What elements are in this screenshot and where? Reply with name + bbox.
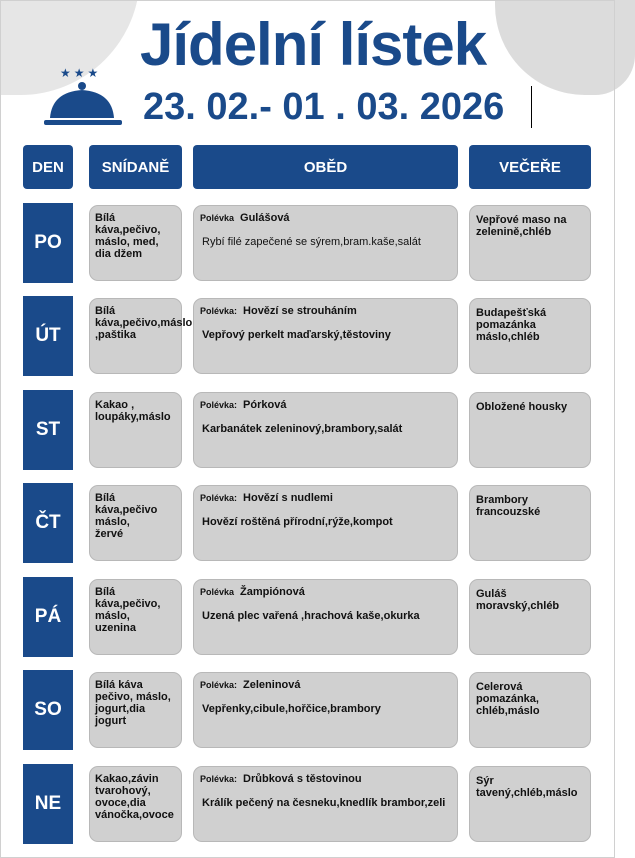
soup-name: Hovězí s nudlemi (243, 492, 333, 504)
breakfast-text (95, 212, 178, 260)
day-label: NE (23, 764, 73, 844)
dinner-line: Sýr (476, 775, 494, 787)
dinner-cell (469, 298, 591, 374)
soup-label: Polévka: (200, 306, 238, 316)
breakfast-line: Bílá káva (95, 679, 143, 691)
breakfast-line: Bílá (95, 492, 116, 504)
soup-name: Pórková (243, 399, 287, 411)
dinner-line: chléb,máslo (476, 705, 540, 717)
dinner-line: máslo,chléb (476, 331, 540, 343)
day-label: ST (23, 390, 73, 470)
soup-name: Zeleninová (243, 679, 301, 691)
soup-line (200, 586, 305, 598)
breakfast-text (95, 586, 178, 634)
breakfast-line: káva,pečivo, (95, 598, 161, 610)
breakfast-line: máslo, med, (95, 236, 159, 248)
lunch-cell (193, 579, 458, 655)
main-dish: Vepřenky,cibule,hořčice,brambory (202, 703, 381, 715)
dinner-line: Obložené housky (476, 401, 568, 413)
breakfast-line: vánočka,ovoce (95, 809, 174, 821)
dinner-line: pomazánka, (476, 693, 539, 705)
soup-line (200, 679, 301, 691)
dinner-cell (469, 392, 591, 468)
dinner-text (476, 681, 587, 717)
header-lunch: OBĚD (193, 145, 458, 189)
breakfast-line: uzenina (95, 622, 136, 634)
dinner-cell (469, 672, 591, 748)
day-label: PÁ (23, 577, 73, 657)
header-dinner: VEČEŘE (469, 145, 591, 189)
dinner-line: tavený,chléb,máslo (476, 787, 578, 799)
breakfast-line: káva,pečivo,máslo (95, 317, 193, 329)
breakfast-text (95, 492, 178, 540)
dinner-text (476, 588, 587, 612)
breakfast-cell (89, 205, 182, 281)
breakfast-line: Bílá (95, 586, 116, 598)
lunch-cell (193, 485, 458, 561)
soup-name: Gulášová (240, 212, 290, 224)
date-range: 23. 02.- 01 . 03. 2026 (143, 86, 505, 128)
soup-label: Polévka (200, 213, 235, 223)
breakfast-line: Kakao , (95, 399, 135, 411)
breakfast-cell (89, 485, 182, 561)
breakfast-cell (89, 392, 182, 468)
breakfast-line: máslo, (95, 516, 130, 528)
breakfast-line: Bílá (95, 212, 116, 224)
lunch-cell (193, 298, 458, 374)
stars-icon: ★★★ (60, 66, 102, 80)
breakfast-line: Bílá (95, 305, 116, 317)
header-breakfast: SNÍDANĚ (89, 145, 182, 189)
soup-name: Hovězí se strouháním (243, 305, 357, 317)
cloche-icon (44, 80, 124, 130)
dinner-text (476, 214, 587, 238)
dinner-line: Vepřové maso na (476, 214, 567, 226)
dinner-line: pomazánka (476, 319, 536, 331)
breakfast-line: jogurt (95, 715, 127, 727)
main-dish: Králík pečený na česneku,knedlík brambor,zeli (202, 797, 446, 809)
dinner-cell (469, 579, 591, 655)
breakfast-cell (89, 579, 182, 655)
soup-name: Drůbková s těstovinou (243, 773, 362, 785)
breakfast-cell (89, 766, 182, 842)
soup-line (200, 212, 290, 224)
main-dish: Karbanátek zeleninový,brambory,salát (202, 423, 403, 435)
main-dish: Rybí filé zapečené se sýrem,bram.kaše,salát (202, 236, 421, 248)
lunch-cell (193, 672, 458, 748)
breakfast-line: dia džem (95, 248, 143, 260)
soup-name: Žampiónová (240, 586, 305, 598)
soup-label: Polévka: (200, 493, 238, 503)
breakfast-line: jogurt,dia (95, 703, 146, 715)
dinner-text (476, 401, 587, 413)
dinner-line: francouzské (476, 506, 541, 518)
dinner-line: Brambory (476, 494, 528, 506)
dinner-line: Celerová (476, 681, 523, 693)
breakfast-text (95, 773, 178, 821)
dinner-line: moravský,chléb (476, 600, 560, 612)
main-dish: Vepřový perkelt maďarský,těstoviny (202, 329, 391, 341)
soup-line (200, 305, 357, 317)
day-label: ÚT (23, 296, 73, 376)
breakfast-text (95, 399, 178, 423)
dinner-line: Budapešťská (476, 307, 547, 319)
breakfast-line: káva,pečivo, (95, 224, 161, 236)
dinner-cell (469, 205, 591, 281)
breakfast-line: ovoce,dia (95, 797, 146, 809)
soup-label: Polévka: (200, 400, 238, 410)
dinner-text (476, 775, 587, 799)
day-label: SO (23, 670, 73, 750)
dinner-line: zelenině,chléb (476, 226, 552, 238)
breakfast-line: žervé (95, 528, 124, 540)
dinner-cell (469, 766, 591, 842)
breakfast-line: pečivo, máslo, (95, 691, 171, 703)
breakfast-line: tvarohový, (95, 785, 151, 797)
day-label: ČT (23, 483, 73, 563)
breakfast-cell (89, 298, 193, 374)
lunch-cell (193, 766, 458, 842)
dinner-line: Guláš (476, 588, 507, 600)
breakfast-cell (89, 672, 182, 748)
breakfast-line: ,paštika (95, 329, 136, 341)
soup-label: Polévka: (200, 680, 238, 690)
breakfast-line: loupáky,máslo (95, 411, 171, 423)
breakfast-line: Kakao,závin (95, 773, 159, 785)
breakfast-line: káva,pečivo (95, 504, 158, 516)
soup-line (200, 773, 362, 785)
header-day: DEN (23, 145, 73, 189)
soup-label: Polévka: (200, 774, 238, 784)
page-title: Jídelní lístek (140, 11, 487, 78)
dinner-text (476, 494, 587, 518)
main-dish: Hovězí roštěná přírodní,rýže,kompot (202, 516, 393, 528)
soup-line (200, 492, 333, 504)
lunch-cell (193, 392, 458, 468)
main-dish: Uzená plec vařená ,hrachová kaše,okurka (202, 610, 420, 622)
text-cursor (531, 86, 532, 128)
breakfast-line: máslo, (95, 610, 130, 622)
breakfast-text (95, 305, 193, 341)
soup-label: Polévka (200, 587, 235, 597)
lunch-cell (193, 205, 458, 281)
day-label: PO (23, 203, 73, 283)
dinner-cell (469, 485, 591, 561)
soup-line (200, 399, 286, 411)
breakfast-text (95, 679, 178, 727)
dinner-text (476, 307, 587, 343)
